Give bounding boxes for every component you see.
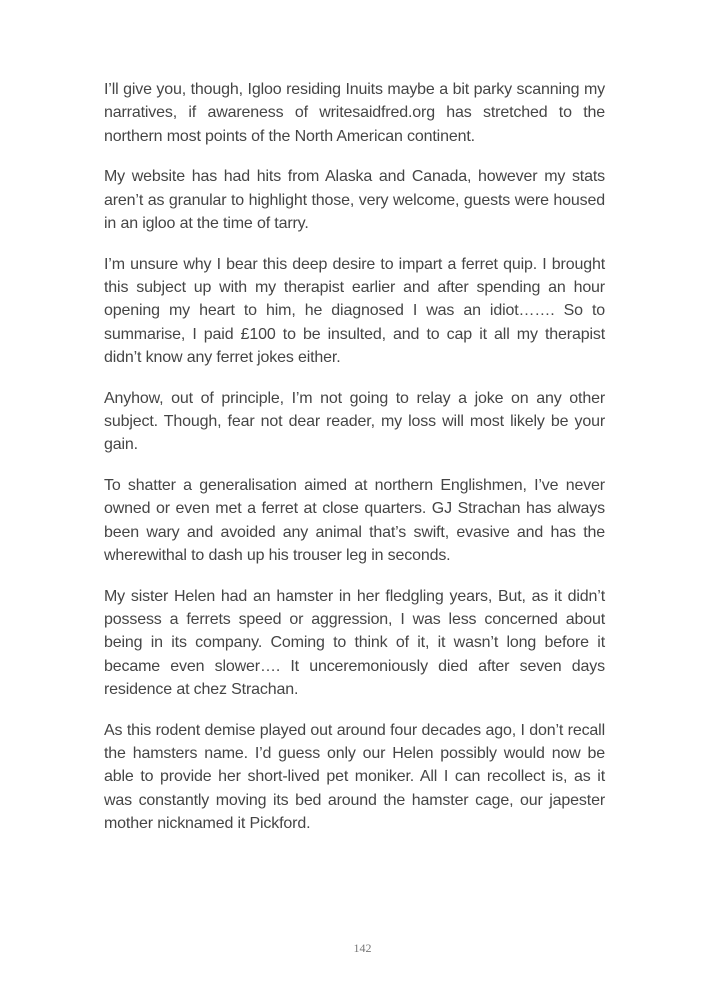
paragraph: I’m unsure why I bear this deep desire to impart a ferret quip. I brought this subject up with my therapist earlier and after spending an hour opening my heart to him, he diagnosed I was an idiot……. So to summarise, I paid £100 to be insulted, and to cap it all my therapist didn’t know any ferret jokes either. [104,255,605,366]
body-text [104,78,605,853]
paragraph: Anyhow, out of principle, I’m not going to relay a joke on any other subject. Though, fear not dear reader, my loss will most likely be your gain. [104,389,605,454]
paragraph: My website has had hits from Alaska and Canada, however my stats aren’t as granular to highlight those, very welcome, guests were housed in an igloo at the time of tarry. [104,168,605,232]
paragraph: My sister Helen had an hamster in her fledgling years, But, as it didn’t possess a ferrets speed or aggression, I was less concerned about being in its company. Coming to think of it, it wasn’t long before it became even slower…. It unceremoniously died after seven days residence at chez Strachan. [104,587,605,699]
page-number: 142 [353,941,372,955]
paragraph: To shatter a generalisation aimed at northern Englishmen, I’ve never owned or even met a ferret at close quarters. GJ Strachan has always been wary and avoided any animal that’s swift, evasive and has the wherewithal to dash up his trouser leg in seconds. [104,477,605,565]
paragraph: As this rodent demise played out around four decades ago, I don’t recall the hamsters name. I’d guess only our Helen possibly would now be able to provide her short-lived pet moniker. All I can recollect is, as it was constantly moving its bed around the hamster cage, our japester mother nicknamed it Pickford. [104,721,605,833]
paragraph: I’ll give you, though, Igloo residing Inuits maybe a bit parky scanning my narratives, if awareness of writesaidfred.org has stretched to the northern most points of the North American continent. [104,81,605,145]
